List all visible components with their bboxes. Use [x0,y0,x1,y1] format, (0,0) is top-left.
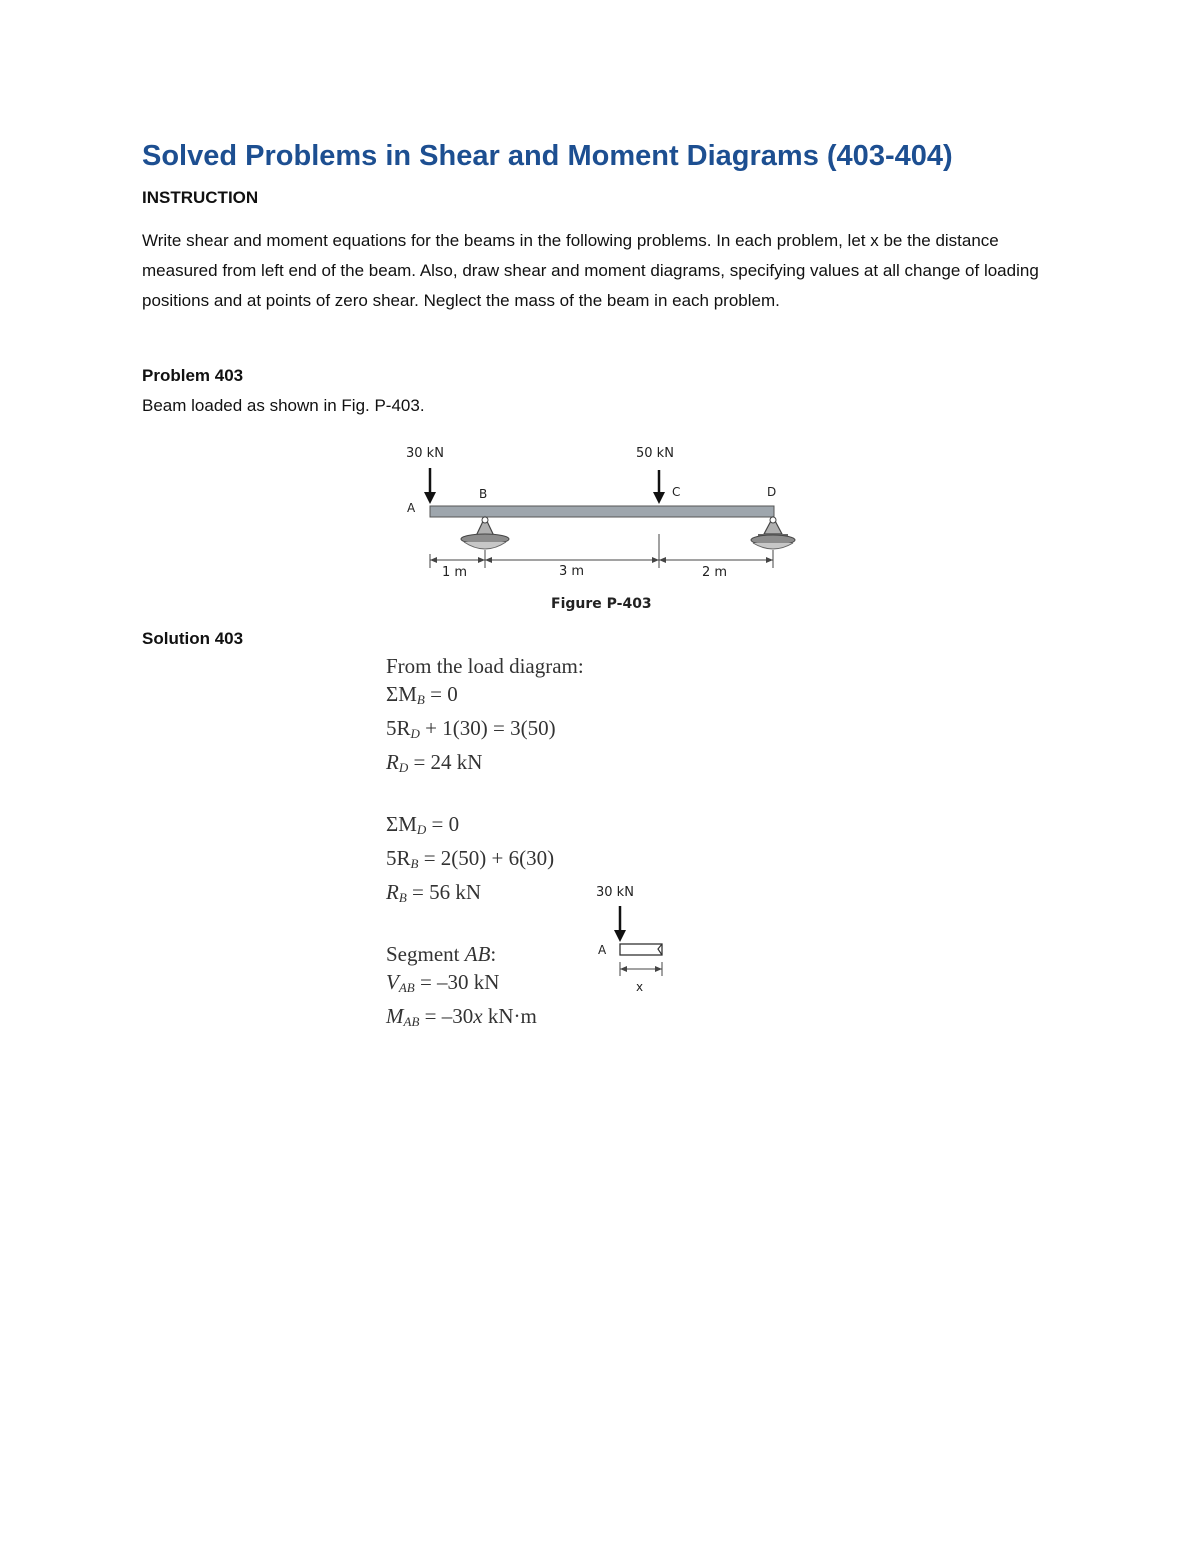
support-b-hinge [482,517,488,523]
equation-rd: $R_D = 24$ kN [386,750,483,775]
equation-rb: $R_B = 56$ kN [386,880,482,905]
point-a-label: A [407,501,416,515]
dim-arrow-c-left [652,557,659,563]
segment-dim-arrow-left [620,966,627,972]
instruction-heading: INSTRUCTION [142,188,259,207]
problem-text: Beam loaded as shown in Fig. P-403. [142,396,425,415]
segment-load-arrowhead [614,930,626,942]
equation-5rb: $5R_B = 2(50) + 6(30)$ [386,846,555,871]
point-d-label: D [767,485,777,499]
support-b-ground [464,542,506,549]
solution-block [386,652,584,1036]
support-d-hinge [770,517,776,523]
beam-figure [392,440,812,625]
solution-heading: Solution 403 [142,629,244,648]
dim-bc-label: 3 m [559,564,585,579]
equation-vab: $V_{AB} = -30$ kN [386,970,500,995]
equation-sum-md: $\Sigma M_D = 0$ [386,812,460,837]
segment-dim-arrow-right [655,966,662,972]
load-c-arrowhead [653,492,665,504]
figure-caption: Figure P-403 [551,596,652,612]
load-a-arrowhead [424,492,436,504]
dim-cd-label: 2 m [702,565,728,580]
dim-arrow-b-right [485,557,492,563]
point-c-label: C [672,485,681,499]
load-c-label: 50 kN [636,446,674,461]
segment-point-a: A [598,943,607,957]
equation-mab: $M_{AB} = -30x$ kN·m [386,1004,537,1029]
page-title: Solved Problems in Shear and Moment Diagrams (403-404) [142,140,953,172]
segment-figure [592,878,682,1003]
point-b-label: B [479,487,488,501]
equation-5rd: $5R_D + 1(30) = 3(50)$ [386,716,556,741]
solution-intro: From the load diagram: [386,654,584,678]
dim-arrow-c-right [659,557,666,563]
beam [430,506,774,517]
segment-figure-svg [592,878,682,998]
problem-heading: Problem 403 [142,366,244,385]
dim-ab-label: 1 m [442,565,468,580]
segment-x-label: x [636,980,644,994]
segment-ab-heading: Segment AB: [386,942,497,966]
beam-figure-svg [392,440,812,620]
segment-beam [620,944,662,955]
equation-sum-mb: $\Sigma M_B = 0$ [386,682,458,707]
segment-load-label: 30 kN [596,885,634,900]
dim-arrow-b-left [478,557,485,563]
dim-arrow-d [766,557,773,563]
dim-arrow-a [430,557,437,563]
instruction-text: Write shear and moment equations for the beams in the following problems. In each problem, let x be the distance measured from left end of the beam. Also, draw shear and moment diagrams, specifying values at all change of loading positions and at points of zero shear. Neglect the mass of the beam in each problem. [142,231,1039,310]
load-a-label: 30 kN [406,446,444,461]
support-d-ground [753,543,793,549]
